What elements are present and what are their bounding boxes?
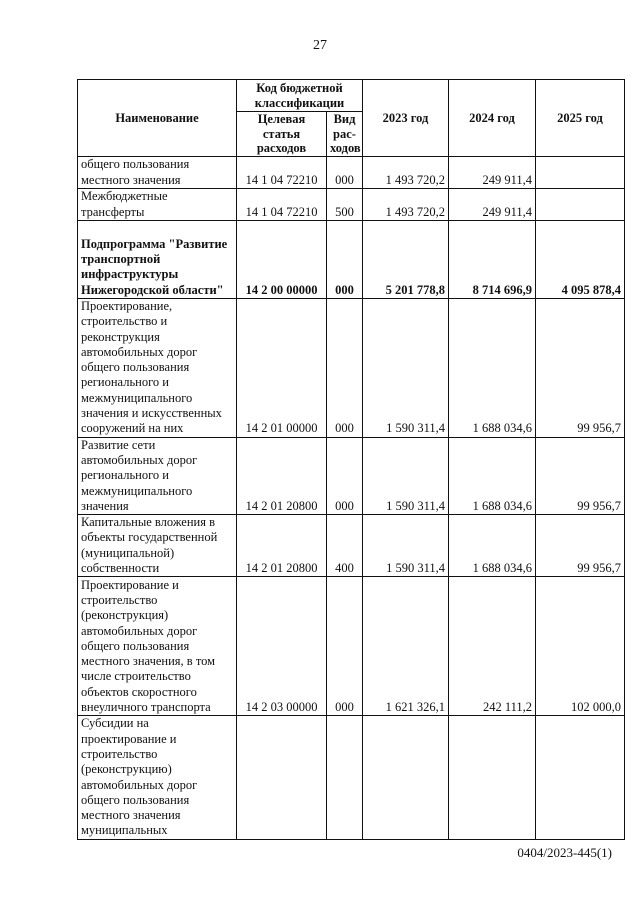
row-type: 400 [327,515,363,577]
row-2024: 1 688 034,6 [449,437,536,514]
row-name: Подпрограмма "Развитие транспортной инфраструктуры Нижегородской области" [78,221,237,299]
header-name: Наименование [78,80,237,157]
header-expense-type: Вид рас-ходов [327,112,363,157]
table-row [78,299,625,438]
row-2023: 5 201 778,8 [363,221,449,299]
row-2024: 242 111,2 [449,577,536,716]
row-2023: 1 621 326,1 [363,577,449,716]
row-type: 000 [327,577,363,716]
row-2023: 1 590 311,4 [363,437,449,514]
row-type: 000 [327,299,363,438]
row-name: Проектирование, строительство и реконструкция автомобильных дорог общего пользования регионального и межмуниципального значения и искусственных сооружений на них [78,299,237,438]
budget-table [77,79,625,840]
row-2023: 1 493 720,2 [363,157,449,189]
row-2025: 99 956,7 [536,515,625,577]
header-2023: 2023 год [363,80,449,157]
row-2025 [536,157,625,189]
row-type: 000 [327,157,363,189]
document-code: 0404/2023-445(1) [517,845,612,860]
row-code [237,716,327,839]
row-name: общего пользования местного значения [78,157,237,189]
table-row [78,437,625,514]
row-code: 14 2 01 20800 [237,437,327,514]
table-row-subprogram [78,221,625,299]
row-name: Капитальные вложения в объекты государственной (муниципальной) собственности [78,515,237,577]
row-2024: 249 911,4 [449,189,536,221]
row-2024: 1 688 034,6 [449,515,536,577]
row-2024: 1 688 034,6 [449,299,536,438]
row-2024: 8 714 696,9 [449,221,536,299]
row-name: Субсидии на проектирование и строительство (реконструкцию) автомобильных дорог общего пользования местного значения муниципальных [78,716,237,839]
row-type: 000 [327,221,363,299]
row-2024 [449,716,536,839]
row-2025: 4 095 878,4 [536,221,625,299]
row-type [327,716,363,839]
table-row [78,716,625,839]
header-2024: 2024 год [449,80,536,157]
row-2023: 1 590 311,4 [363,299,449,438]
row-2023: 1 493 720,2 [363,189,449,221]
row-code: 14 2 00 00000 [237,221,327,299]
row-type: 500 [327,189,363,221]
table-row [78,157,625,189]
header-target-article: Целевая статья расходов [237,112,327,157]
row-type: 000 [327,437,363,514]
row-2025: 102 000,0 [536,577,625,716]
row-2024: 249 911,4 [449,157,536,189]
row-code: 14 1 04 72210 [237,189,327,221]
table-row [78,189,625,221]
row-name: Проектирование и строительство (реконструкция) автомобильных дорог общего пользования местного значения, в том числе строительство объектов скоростного внеуличного транспорта [78,577,237,716]
row-code: 14 1 04 72210 [237,157,327,189]
row-2025 [536,716,625,839]
header-2025: 2025 год [536,80,625,157]
row-2025 [536,189,625,221]
page-number: 27 [313,38,327,53]
row-code: 14 2 03 00000 [237,577,327,716]
row-2023: 1 590 311,4 [363,515,449,577]
table-row [78,577,625,716]
row-code: 14 2 01 00000 [237,299,327,438]
row-2025: 99 956,7 [536,437,625,514]
row-name: Развитие сети автомобильных дорог регионального и межмуниципального значения [78,437,237,514]
table-row [78,515,625,577]
header-code-group: Код бюджетной классификации [237,80,363,112]
row-2023 [363,716,449,839]
row-code: 14 2 01 20800 [237,515,327,577]
row-name: Межбюджетные трансферты [78,189,237,221]
row-2025: 99 956,7 [536,299,625,438]
